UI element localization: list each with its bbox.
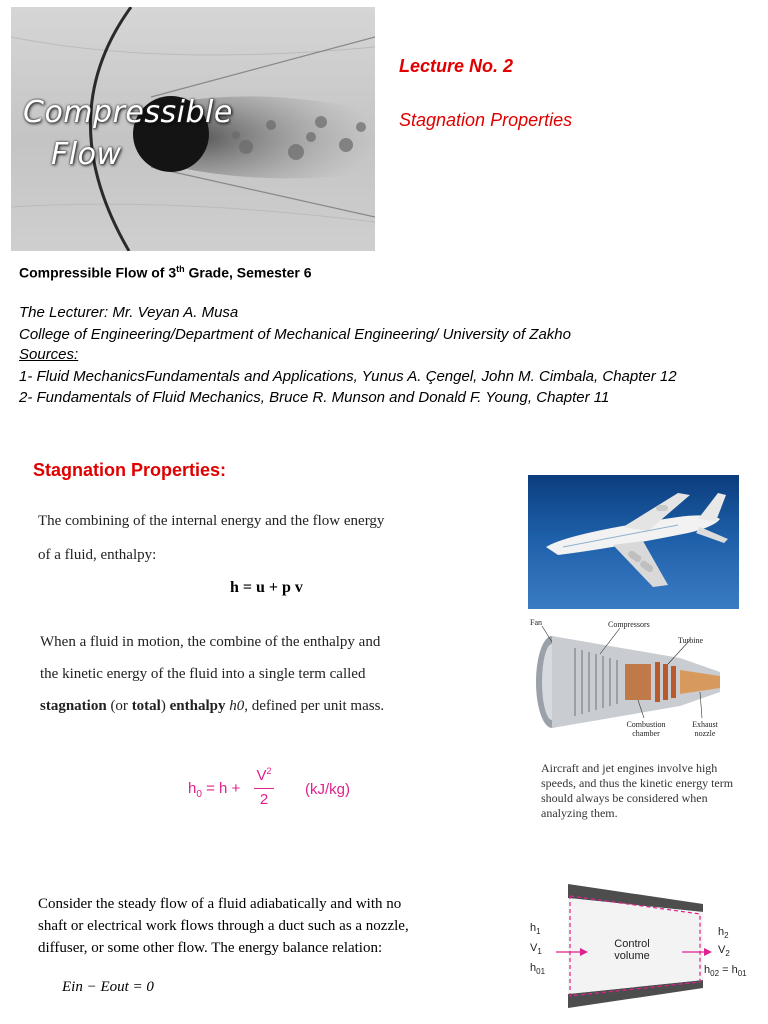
lecturer-line: The Lecturer: Mr. Veyan A. Musa bbox=[19, 304, 239, 321]
h02-sub: 02 bbox=[710, 969, 720, 979]
course-line bbox=[19, 264, 312, 281]
v1-sub: 1 bbox=[537, 947, 542, 957]
cover-title-line2: Flow bbox=[51, 137, 122, 172]
college-line: College of Engineering/Department of Mechanical Engineering/ University of Zakho bbox=[19, 326, 571, 343]
h01-sub: 01 bbox=[536, 967, 546, 977]
v2-symbol: V bbox=[718, 944, 726, 956]
lecture-topic: Stagnation Properties bbox=[399, 110, 573, 130]
source-2: 2- Fundamentals of Fluid Mechanics, Bruce R. Munson and Donald F. Young, Chapter 11 bbox=[19, 389, 610, 406]
engine-caption: Aircraft and jet engines involve high speeds, and thus the kinetic energy term should always be considered when analyzing them. bbox=[541, 761, 734, 820]
v2-sub: 2 bbox=[725, 949, 730, 959]
formula-num-sup: 2 bbox=[266, 766, 272, 776]
h2-symbol: h bbox=[718, 926, 725, 938]
label-fan: Fan bbox=[530, 618, 542, 627]
formula-num-v: V bbox=[256, 767, 267, 784]
paragraph-3-line-1: Consider the steady flow of a fluid adiabatically and with no bbox=[38, 896, 402, 912]
paragraph-1-line-1: The combining of the internal energy and the flow energy bbox=[38, 513, 385, 529]
term-stagnation: stagnation bbox=[40, 698, 107, 714]
formula-denominator: 2 bbox=[259, 791, 269, 808]
source-1: 1- Fluid MechanicsFundamentals and Applications, Yunus A. Çengel, John M. Cimbala, Chapter 12 bbox=[19, 368, 677, 385]
label-exhaust-nozzle: Exhaust nozzle bbox=[692, 720, 718, 738]
paragraph-2-line-3 bbox=[40, 698, 452, 715]
term-enthalpy: enthalpy bbox=[169, 698, 226, 714]
label-v1 bbox=[530, 942, 542, 956]
cover-title-line1: Compressible bbox=[23, 95, 233, 130]
formula-units: (kJ/kg) bbox=[305, 781, 350, 798]
h1-symbol: h bbox=[530, 922, 537, 934]
paragraph-1-line-2: of a fluid, enthalpy: bbox=[38, 547, 157, 563]
control-line1: Control bbox=[614, 938, 650, 950]
course-suffix: Grade, Semester 6 bbox=[184, 264, 312, 281]
sources-label: Sources: bbox=[19, 346, 79, 363]
paragraph-3-line-2: shaft or electrical work flows through a duct such as a nozzle, bbox=[38, 918, 409, 934]
text-fragment: ) bbox=[160, 698, 170, 714]
course-prefix: Compressible Flow of 3 bbox=[19, 264, 177, 281]
paragraph-2-line-1: When a fluid in motion, the combine of the enthalpy and bbox=[40, 634, 381, 650]
h02-symbol: h bbox=[704, 964, 711, 976]
label-compressors: Compressors bbox=[608, 620, 650, 629]
cover-image bbox=[11, 7, 375, 251]
control-volume-figure bbox=[528, 884, 760, 1014]
h02-eq-sub: 01 bbox=[737, 969, 747, 979]
label-combustion-chamber: Combustion chamber bbox=[626, 720, 666, 738]
label-h2 bbox=[718, 926, 729, 940]
airplane-photo bbox=[528, 475, 739, 609]
h2-sub: 2 bbox=[724, 931, 729, 941]
h02-eq: = h bbox=[719, 964, 738, 976]
text-fragment: , defined per unit mass. bbox=[244, 698, 385, 714]
airplane-illustration bbox=[528, 475, 739, 609]
formula-mid: = h + bbox=[201, 780, 241, 797]
jet-engine-figure bbox=[530, 618, 740, 748]
course-sup: th bbox=[176, 264, 185, 274]
label-h01 bbox=[530, 962, 545, 976]
fraction-bar bbox=[254, 788, 274, 789]
enthalpy-equation: h = u + p v bbox=[230, 579, 303, 596]
symbol-h0: h0 bbox=[225, 698, 245, 714]
energy-balance-equation: Ein − Eout = 0 bbox=[62, 979, 154, 995]
term-total: total bbox=[131, 698, 161, 714]
formula-numerator bbox=[254, 766, 274, 784]
text-fragment: (or bbox=[106, 698, 132, 714]
label-v2 bbox=[718, 944, 730, 958]
h01-symbol: h bbox=[530, 962, 537, 974]
formula-lhs-sub: 0 bbox=[196, 789, 202, 800]
label-h02-equals-h01 bbox=[704, 964, 747, 978]
v1-symbol: V bbox=[530, 942, 538, 954]
paragraph-3-line-3: diffuser, or some other flow. The energy balance relation: bbox=[38, 940, 383, 956]
section-heading: Stagnation Properties: bbox=[33, 460, 227, 480]
control-line2: volume bbox=[614, 950, 650, 962]
label-turbine: Turbine bbox=[678, 636, 704, 645]
lecture-number: Lecture No. 2 bbox=[399, 56, 514, 76]
label-h1 bbox=[530, 922, 541, 936]
h1-sub: 1 bbox=[536, 927, 541, 937]
formula-lhs: h bbox=[188, 780, 197, 797]
label-control-volume bbox=[602, 938, 662, 962]
paragraph-2-line-2: the kinetic energy of the fluid into a single term called bbox=[40, 666, 366, 682]
